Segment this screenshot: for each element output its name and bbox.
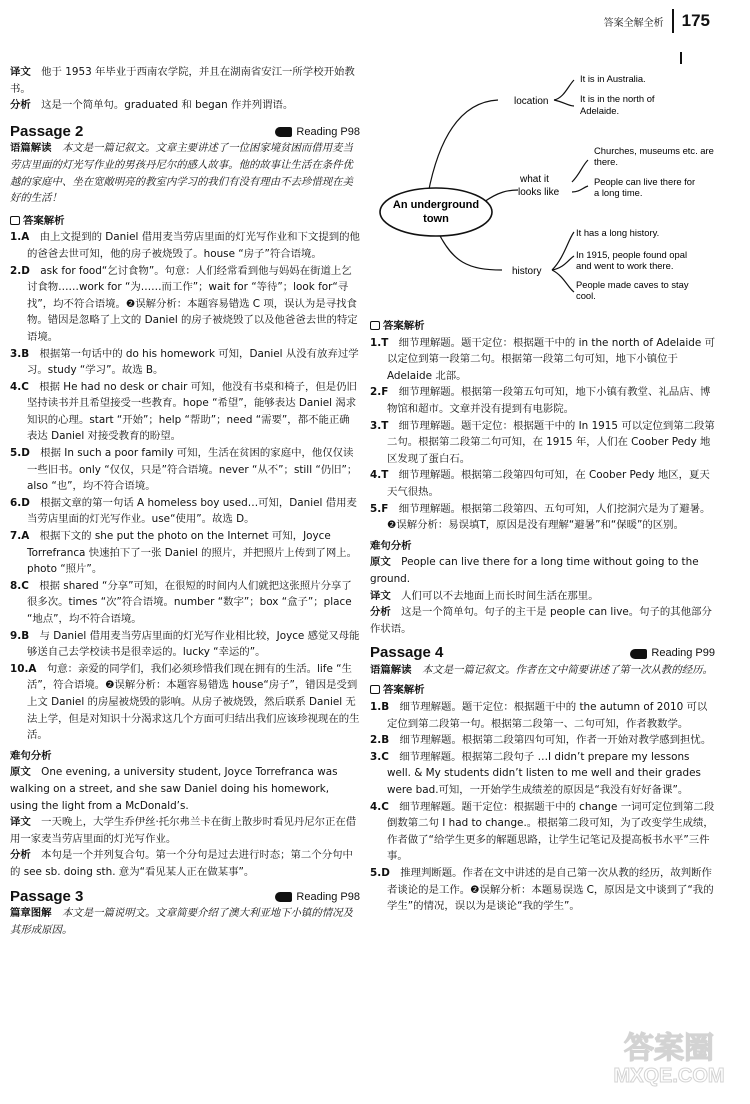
answers-heading <box>370 682 715 699</box>
passage-2-answers <box>10 229 360 743</box>
item-explanation: 根据第一句话中的 do his homework 可知，Daniel 从没有放弃过学习。study “学习”。故选 B。 <box>27 347 359 377</box>
answer-item <box>10 495 360 528</box>
map-note: Churches, museums etc. are <box>594 145 714 156</box>
map-connector <box>552 256 574 270</box>
answer-item <box>370 467 715 500</box>
passage-3-reading-text: Reading P98 <box>296 890 360 903</box>
item-number: 2. <box>370 734 382 747</box>
answer-item <box>10 528 360 578</box>
hard-analysis <box>370 604 715 637</box>
summary-text: 本文是一篇记叙文。作者在文中简要讲述了第一次从教的经历。 <box>421 663 713 676</box>
map-connector <box>554 80 574 100</box>
item-explanation: 根据文章的第一句话 A homeless boy used…可知，Daniel 借用麦当劳店里面的灯光写作业。use“使用”。故选 D。 <box>27 496 357 526</box>
item-number: 3. <box>370 750 382 763</box>
answers-heading <box>10 213 360 230</box>
hard-sentence-heading: 难句分析 <box>370 539 412 552</box>
page-number: 175 <box>681 11 710 30</box>
item-number: 8. <box>10 579 22 592</box>
item-explanation: 由上文提到的 Daniel 借用麦当劳店里面的灯光写作业和下文提到的他的爸爸去世可知，他的房子被烧毁了。house “房子”符合语境。 <box>27 231 360 260</box>
hard-analysis <box>10 847 360 880</box>
item-number: 7. <box>10 530 22 543</box>
watermark-logo <box>602 1022 736 1090</box>
hard-sentence-heading: 难句分析 <box>10 749 52 762</box>
item-answer: B <box>381 734 390 747</box>
passage-4-reading-text: Reading P99 <box>651 647 715 660</box>
passage-2-heading <box>10 124 360 141</box>
summary-label: 语篇解读 <box>10 142 52 155</box>
answer-item <box>370 335 715 385</box>
map-branch-looks-line2: looks like <box>518 187 560 198</box>
answers-heading-text: 答案解析 <box>383 684 425 697</box>
hard-translation-text: 人们可以不去地面上而长时间生活在那里。 <box>401 589 599 602</box>
map-note: cool. <box>576 290 596 301</box>
right-column <box>370 318 715 915</box>
item-answer: D <box>21 496 30 509</box>
map-center-ellipse <box>380 188 492 236</box>
map-center-line1: An underground <box>392 199 480 211</box>
item-number: 5. <box>370 502 382 515</box>
item-explanation: 细节理解题。根据第二段句子 …I didn’t prepare my lessons well. & My students didn’t listen to me well and their grades were bad.可知，一开始学生成绩差的原因是“我没有好好备课”。 <box>387 750 701 797</box>
intro-translation <box>10 64 360 97</box>
item-explanation: 句意：亲爱的同学们，我们必须珍惜我们现在拥有的生活。life “生活”，符合语境。❷误解分析：本题容易错选 house“房子”，错因是受到上文 Daniel 的房屋被烧毁的影响。从房子被烧毁，然后联系 Daniel 无法上学，但是对知识十分渴求这几个方面可归结出我们应该珍视现在的生活。 <box>27 662 360 742</box>
map-note: and went to work there. <box>576 260 674 271</box>
hard-translation-text: 一天晚上，大学生乔伊丝·托尔弗兰卡在街上散步时看见丹尼尔正在借用一家麦当劳店里面的灯光写作业。 <box>10 816 357 845</box>
label-original: 原文 <box>370 556 391 569</box>
item-explanation: ask for food“乞讨食物”。句意：人们经常看到他与妈妈在街道上乞讨食物……work for “为……而工作”；wait for “等待”；look for“寻找”，均不符合语境。❷误解分析：本题容易错选 C 项，误认为是寻找食物。错因是忽略了上文的 Daniel 的房子被烧毁了以及他爸爸去世的特定语境。 <box>27 264 358 343</box>
passage-3-heading <box>10 889 360 906</box>
passage-2-summary <box>10 140 360 206</box>
passage-4-heading <box>370 645 715 662</box>
item-explanation: 推理判断题。作者在文中讲述的是自己第一次从教的经历，故判断作者谈论的是工作。❷误解分析：本题易误选 C，原因是文中谈到了“我的学生”的情况，误以为是谈论“我的学生”。 <box>387 867 714 913</box>
map-note: a long time. <box>594 187 643 198</box>
item-number: 10. <box>10 662 29 675</box>
passage-3-answers <box>370 335 715 534</box>
item-explanation: 根据 In such a poor family 可知，生活在贫困的家庭中，他仅仅读一些旧书。only “仅仅，只是”符合语境。never “从不”；still “仍旧”；also “也”，均不符合语境。 <box>27 447 358 493</box>
item-answer: C <box>381 800 389 813</box>
item-explanation: 根据 He had no desk or chair 可知，他没有书桌和椅子，但是仍旧坚持读书并且希望接受一些教育。hope “希望”，能够表达 Daniel 渴求知识的心理。start “开始”；help “帮助”；need “需要”，都不能正确表达 Daniel 对接受教育的盼望。 <box>27 380 357 443</box>
intro-analysis-text: 这是一个简单句。graduated 和 began 作并列谓语。 <box>41 99 294 112</box>
passage-2-title: Passage 2 <box>10 122 84 140</box>
lock-icon <box>370 321 380 330</box>
map-note: It is in Australia. <box>580 73 646 84</box>
item-number: 6. <box>10 496 22 509</box>
map-connector <box>438 232 502 270</box>
item-number: 4. <box>10 380 22 393</box>
item-explanation: 细节理解题。根据第二段第四句可知，在 Coober Pedy 地区，夏天天气很热。 <box>387 469 710 498</box>
map-connector <box>572 186 588 192</box>
item-number: 2. <box>370 386 382 399</box>
lock-icon <box>370 685 380 694</box>
item-answer: B <box>21 629 30 642</box>
intro-analysis <box>10 97 360 114</box>
item-explanation: 细节理解题。题干定位：根据题干中的 in the north of Adelaide 可以定位到第一段第二句。根据第一段第二句可知，地下小镇位于 Adelaide 北部。 <box>387 336 715 382</box>
answer-item <box>10 229 360 262</box>
item-number: 3. <box>370 419 382 432</box>
item-number: 3. <box>10 347 22 360</box>
item-number: 9. <box>10 629 22 642</box>
hard-original <box>10 764 360 814</box>
item-answer: F <box>381 502 389 515</box>
summary-label: 语篇解读 <box>370 663 412 676</box>
answer-item <box>370 699 715 732</box>
item-explanation: 根据下文的 she put the photo on the Internet 可知，Joyce Torrefranca 快速拍下了一张 Daniel 的照片，并把照片上传到了网上。photo “照片”。 <box>27 530 358 576</box>
summary-text: 本文是一篇说明文。文章简要介绍了澳大利亚地下小镇的情况及其形成原因。 <box>10 907 353 936</box>
answer-item <box>370 749 715 799</box>
answers-heading-text: 答案解析 <box>383 320 425 332</box>
label-analysis: 分析 <box>10 849 31 862</box>
pointing-hand-icon <box>275 892 292 902</box>
map-connector <box>552 232 574 270</box>
answer-item <box>10 661 360 744</box>
item-number: 4. <box>370 469 382 482</box>
answer-item <box>10 263 360 346</box>
header-title: 答案全解全析 <box>603 17 664 29</box>
answer-item <box>370 732 715 749</box>
pointing-hand-icon <box>630 649 647 659</box>
item-explanation: 细节理解题。题干定位：根据题干中的 In 1915 可以定位到第二段第二句。根据第二段第二句可知，在 1915 年，人们在 Coober Pedy 地区发现了蛋白石。 <box>387 419 715 465</box>
answer-item <box>370 501 715 534</box>
intro-translation-text: 他于 1953 年毕业于西南农学院，并且在湖南省安江一所学校开始教书。 <box>10 66 355 95</box>
hard-translation <box>10 814 360 847</box>
map-connector <box>552 270 574 292</box>
answers-heading-text: 答案解析 <box>23 214 65 227</box>
answer-item <box>10 379 360 445</box>
item-number: 5. <box>10 447 22 460</box>
mind-map <box>368 62 718 314</box>
item-explanation: 细节理解题。根据第一段第五句可知，地下小镇有教堂、礼品店、博物馆和超市。文章并没有提到有电影院。 <box>387 386 711 415</box>
map-connector <box>428 100 498 194</box>
label-analysis: 分析 <box>370 606 391 619</box>
map-center-line2: town <box>423 213 449 225</box>
item-explanation: 细节理解题。根据第二段第四、五句可知，人们挖洞穴是为了避暑。❷误解分析：易误填T，原因是没有理解“避暑”和“保暖”的区别。 <box>387 502 711 532</box>
map-note: People made caves to stay <box>576 279 689 290</box>
pointing-hand-icon <box>275 127 292 137</box>
item-answer: A <box>28 662 37 675</box>
item-number: 1. <box>370 336 382 349</box>
item-answer: C <box>21 380 29 393</box>
summary-label: 篇章图解 <box>10 907 52 920</box>
item-answer: B <box>21 347 30 360</box>
passage-2-reading-text: Reading P98 <box>296 125 360 138</box>
passage-4-reading-ref <box>630 645 715 662</box>
item-answer: A <box>21 530 30 543</box>
item-answer: B <box>381 701 390 714</box>
label-translation: 译文 <box>370 589 391 602</box>
left-column <box>10 64 360 938</box>
label-translation: 译文 <box>10 66 31 78</box>
map-note: It is in the north of <box>580 93 655 104</box>
item-explanation: 细节理解题。题干定位：根据题干中的 change 一词可定位到第二段倒数第二句 I had to change.。根据第二段可知，为了改变学生成绩，作者做了“给学生更多的解题思路，让学生记笔记及提高板书水平”三件事。 <box>387 800 715 863</box>
map-branch-history: history <box>512 266 542 277</box>
item-answer: T <box>381 419 389 432</box>
item-answer: D <box>21 264 30 277</box>
map-branch-looks-line1: what it <box>520 174 549 185</box>
passage-3-title: Passage 3 <box>10 887 84 905</box>
answer-item <box>10 628 360 661</box>
answer-item <box>10 578 360 628</box>
map-note: In 1915, people found opal <box>576 249 688 260</box>
item-answer: F <box>381 386 389 399</box>
map-note: Adelaide. <box>580 105 620 116</box>
answer-item <box>370 384 715 417</box>
passage-2-reading-ref <box>275 124 360 141</box>
item-number: 5. <box>370 867 382 879</box>
answer-item <box>10 445 360 495</box>
item-answer: T <box>381 469 389 482</box>
item-answer: D <box>21 447 30 460</box>
answer-item <box>10 346 360 379</box>
hard-translation <box>370 588 715 605</box>
answer-item <box>370 865 715 915</box>
hard-original-text: People can live there for a long time without going to the ground. <box>370 556 699 585</box>
item-explanation: 与 Daniel 借用麦当劳店里面的灯光写作业相比较，Joyce 感觉又母能够送自己去学校读书是很幸运的。lucky “幸运的”。 <box>27 629 360 659</box>
item-explanation: 根据 shared “分享”可知，在很短的时间内人们就把这张照片分享了很多次。times “次”符合语境。number “数字”；box “盒子”；place “地点”，均不符合语境。 <box>27 579 352 625</box>
lock-icon <box>10 216 20 225</box>
header-divider <box>672 9 674 33</box>
passage-3-summary <box>10 905 360 938</box>
item-number: 1. <box>370 701 382 714</box>
hard-original-text: One evening, a university student, Joyce Torrefranca was walking on a street, and she saw Daniel doing his homework, using the light from a McDonald’s. <box>10 766 338 812</box>
item-answer: T <box>381 336 389 349</box>
answer-item <box>370 799 715 865</box>
item-answer: D <box>381 867 390 879</box>
map-connector <box>554 100 574 106</box>
answer-item <box>370 418 715 468</box>
item-number: 1. <box>10 231 22 244</box>
answers-heading <box>370 318 715 335</box>
item-answer: C <box>21 579 29 592</box>
passage-4-answers <box>370 699 715 915</box>
map-connector <box>572 160 588 182</box>
summary-text: 本文是一篇记叙文。文章主要讲述了一位困家境贫困而借用麦当劳店里面的灯光写作业的男孩丹尼尔的感人故事。他的故事让生活在条件优越的家庭中、坐在宽敞明亮的教室内学习的我们有没有理由不去珍惜现在美好的生活！ <box>10 142 353 205</box>
item-answer: A <box>21 231 30 244</box>
passage-4-title: Passage 4 <box>370 644 444 662</box>
map-note: there. <box>594 156 618 167</box>
item-number: 2. <box>10 264 22 277</box>
label-original: 原文 <box>10 766 31 779</box>
map-note: It has a long history. <box>576 227 660 238</box>
passage-4-summary <box>370 662 715 679</box>
item-explanation: 细节理解题。题干定位：根据题干中的 the autumn of 2010 可以定位到第二段第一句。根据第二段第一、二句可知，作者教数学。 <box>387 701 708 730</box>
item-answer: C <box>381 750 389 763</box>
page-header <box>604 8 710 34</box>
hard-analysis-text: 这是一个简单句。句子的主干是 people can live。句子的其他部分作状语。 <box>370 606 712 635</box>
hard-original <box>370 554 715 587</box>
map-connector <box>484 190 518 202</box>
item-number: 4. <box>370 800 382 813</box>
label-translation: 译文 <box>10 816 31 829</box>
map-branch-location: location <box>514 96 549 107</box>
hard-analysis-text: 本句是一个并列复合句。第一个分句是过去进行时态；第二个分句中的 see sb. doing sth. 意为“看见某人正在做某事”。 <box>10 849 353 878</box>
label-analysis: 分析 <box>10 99 31 112</box>
item-explanation: 细节理解题。根据第二段第四句可知，作者一开始对教学感到担忧。 <box>399 734 712 747</box>
watermark-line1: 答案圈 <box>624 1031 714 1066</box>
passage-3-reading-ref <box>275 889 360 906</box>
watermark-line2: MXQE.COM <box>613 1065 725 1087</box>
map-note: People can live there for <box>594 176 696 187</box>
